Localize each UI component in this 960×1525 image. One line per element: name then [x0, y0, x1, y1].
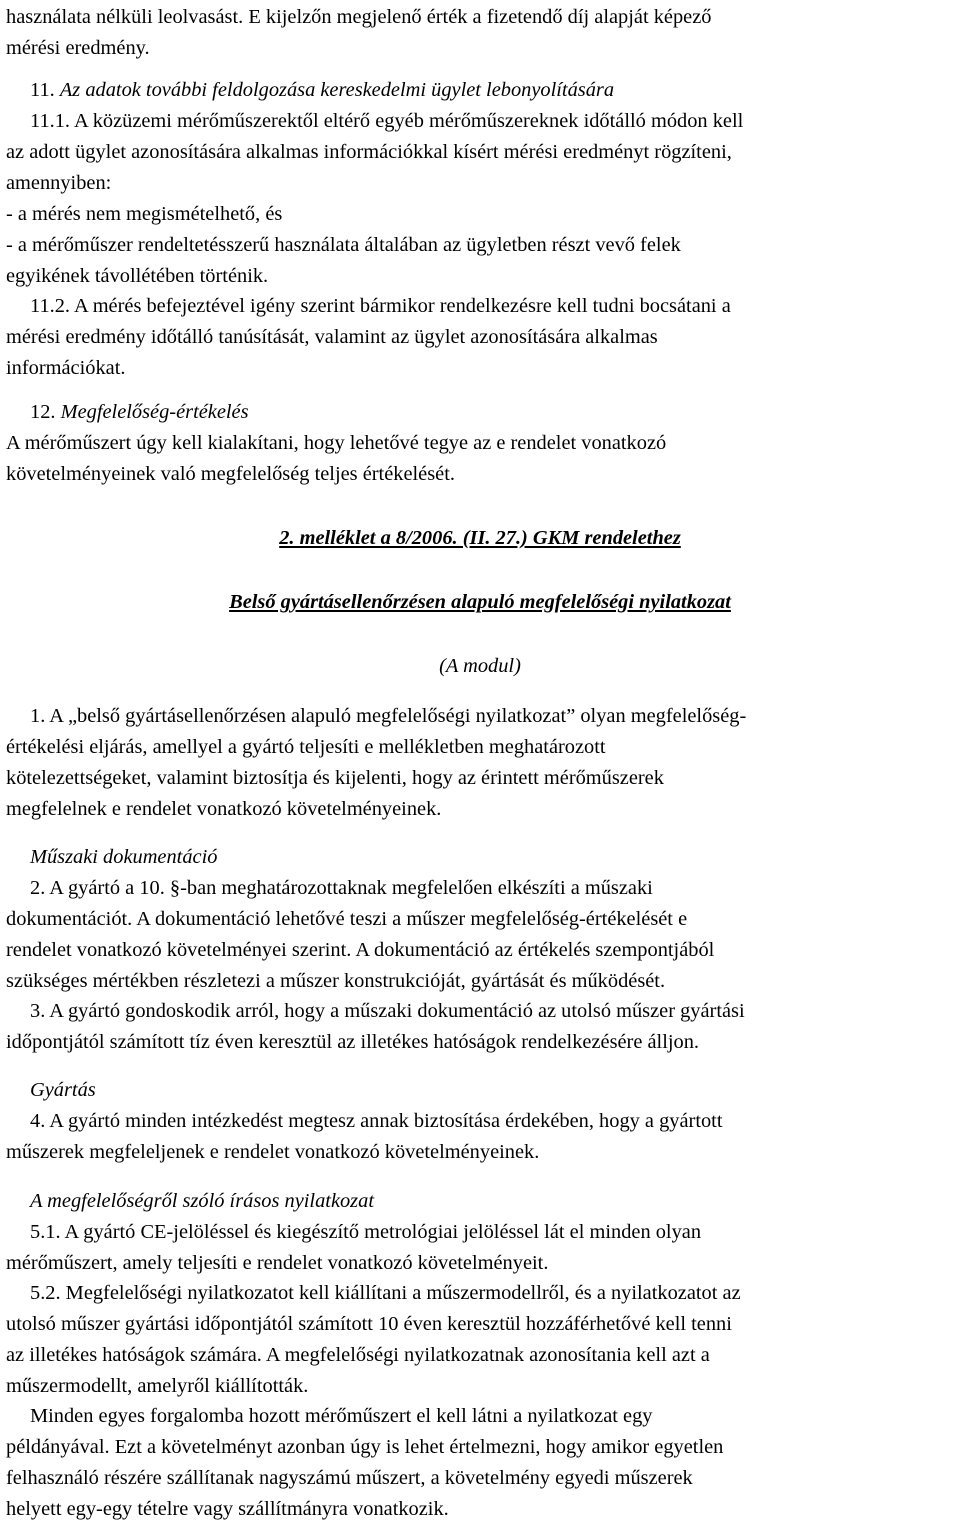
text-line: 5.1. A gyártó CE-jelöléssel és kiegészítő metrológiai jelöléssel lát el minden olyan	[30, 1221, 702, 1243]
text-line: 5.2. Megfelelőségi nyilatkozatot kell kiállítani a műszermodellről, és a nyilatkozatot az	[30, 1282, 741, 1304]
text-line: 1. A „belső gyártásellenőrzésen alapuló megfelelőségi nyilatkozat” olyan megfelelőség-	[30, 705, 747, 727]
annex-title: 2. melléklet a 8/2006. (II. 27.) GKM rendelethez	[279, 527, 681, 549]
text-line: - a mérés nem megismételhető, és	[6, 202, 283, 225]
paragraph-2	[6, 873, 954, 997]
module-label: (A modul)	[439, 655, 521, 677]
text-line: kötelezettségeket, valamint biztosítja és kijelenti, hogy az érintett mérőműszerek	[6, 766, 664, 789]
text-line: szükséges mértékben részletezi a műszer konstrukcióját, gyártását és működését.	[6, 969, 666, 992]
text-line: példányával. Ezt a követelményt azonban úgy is lehet értelmezni, hogy amikor egyetlen	[6, 1435, 724, 1458]
paragraph-11-1	[6, 106, 954, 291]
paragraph-1	[6, 701, 954, 825]
heading-production: Gyártás	[30, 1079, 96, 1101]
text-line: rendelet vonatkozó követelményei szerint. A dokumentáció az értékelés szempontjából	[6, 938, 715, 961]
section-title: Megfelelőség-értékelés	[60, 401, 249, 423]
section-title: Az adatok további feldolgozása kereskedelmi ügylet lebonyolítására	[59, 79, 615, 101]
paragraph-5-2-continued	[6, 1401, 954, 1525]
text-line: dokumentációt. A dokumentáció lehetővé teszi a műszer megfelelőség-értékelését e	[6, 907, 688, 930]
text-line: egyikének távollétében történik.	[6, 264, 269, 287]
text-line: használata nélküli leolvasást. E kijelzőn megjelenő érték a fizetendő díj alapját képező	[6, 6, 712, 28]
text-line: helyett egy-egy tételre vagy szállítmányra vonatkozik.	[6, 1497, 449, 1520]
section-12	[6, 397, 954, 490]
text-line: 2. A gyártó a 10. §-ban meghatározottaknak megfelelően elkészíti a műszaki	[30, 877, 653, 899]
text-line: az adott ügylet azonosítására alkalmas információkkal kísért mérési eredményt rögzíteni,	[6, 140, 732, 163]
text-line: mérési eredmény.	[6, 36, 150, 59]
text-line: követelményeinek való megfelelőség teljes értékelését.	[6, 462, 455, 485]
paragraph-11-2	[6, 291, 954, 384]
text-line: felhasználó részére szállítanak nagyszámú műszert, a követelmény egyedi műszerek	[6, 1466, 693, 1489]
heading-written-declaration: A megfelelőségről szóló írásos nyilatkozat	[30, 1190, 374, 1212]
text-line: amennyiben:	[6, 171, 112, 194]
section-11-heading	[6, 75, 954, 106]
section-number: 12.	[30, 401, 61, 423]
paragraph-5-1	[6, 1217, 954, 1279]
paragraph-4	[6, 1106, 954, 1168]
text-line: 11.2. A mérés befejeztével igény szerint bármikor rendelkezésre kell tudni bocsátani a	[30, 295, 731, 317]
section-number: 11.	[30, 79, 60, 101]
text-line: információkat.	[6, 356, 126, 379]
text-line: mérési eredmény időtálló tanúsítását, valamint az ügylet azonosítására alkalmas	[6, 325, 658, 348]
text-line: - a mérőműszer rendeltetésszerű használata általában az ügyletben részt vevő felek	[6, 233, 681, 256]
text-line: 4. A gyártó minden intézkedést megtesz annak biztosítása érdekében, hogy a gyártott	[30, 1110, 723, 1132]
text-line: műszerek megfeleljenek e rendelet vonatkozó követelményeinek.	[6, 1140, 540, 1163]
text-line: megfelelnek e rendelet vonatkozó követelményeinek.	[6, 797, 442, 820]
paragraph-3	[6, 996, 954, 1058]
text-line: utolsó műszer gyártási időpontjától számított 10 éven keresztül hozzáférhetővé kell tenni	[6, 1312, 732, 1335]
text-line: mérőműszert, amely teljesíti e rendelet vonatkozó követelményeit.	[6, 1251, 549, 1274]
text-line: Minden egyes forgalomba hozott mérőműszert el kell látni a nyilatkozat egy	[30, 1405, 653, 1427]
text-line: értékelési eljárás, amellyel a gyártó teljesíti e mellékletben meghatározott	[6, 735, 606, 758]
text-line: műszermodellt, amelyről kiállították.	[6, 1374, 309, 1397]
paragraph-5-2	[6, 1278, 954, 1402]
intro-paragraph	[6, 2, 954, 64]
text-line: az illetékes hatóságok számára. A megfelelőségi nyilatkozatnak azonosítania kell azt a	[6, 1343, 710, 1366]
text-line: 11.1. A közüzemi mérőműszerektől eltérő egyéb mérőműszereknek időtálló módon kell	[30, 110, 744, 132]
declaration-title: Belső gyártásellenőrzésen alapuló megfelelőségi nyilatkozat	[229, 591, 731, 613]
text-line: 3. A gyártó gondoskodik arról, hogy a műszaki dokumentáció az utolsó műszer gyártási	[30, 1000, 745, 1022]
heading-technical-documentation: Műszaki dokumentáció	[30, 846, 218, 868]
text-line: időpontjától számított tíz éven keresztül az illetékes hatóságok rendelkezésére álljon.	[6, 1030, 700, 1053]
text-line: A mérőműszert úgy kell kialakítani, hogy lehetővé tegye az e rendelet vonatkozó	[6, 431, 667, 454]
